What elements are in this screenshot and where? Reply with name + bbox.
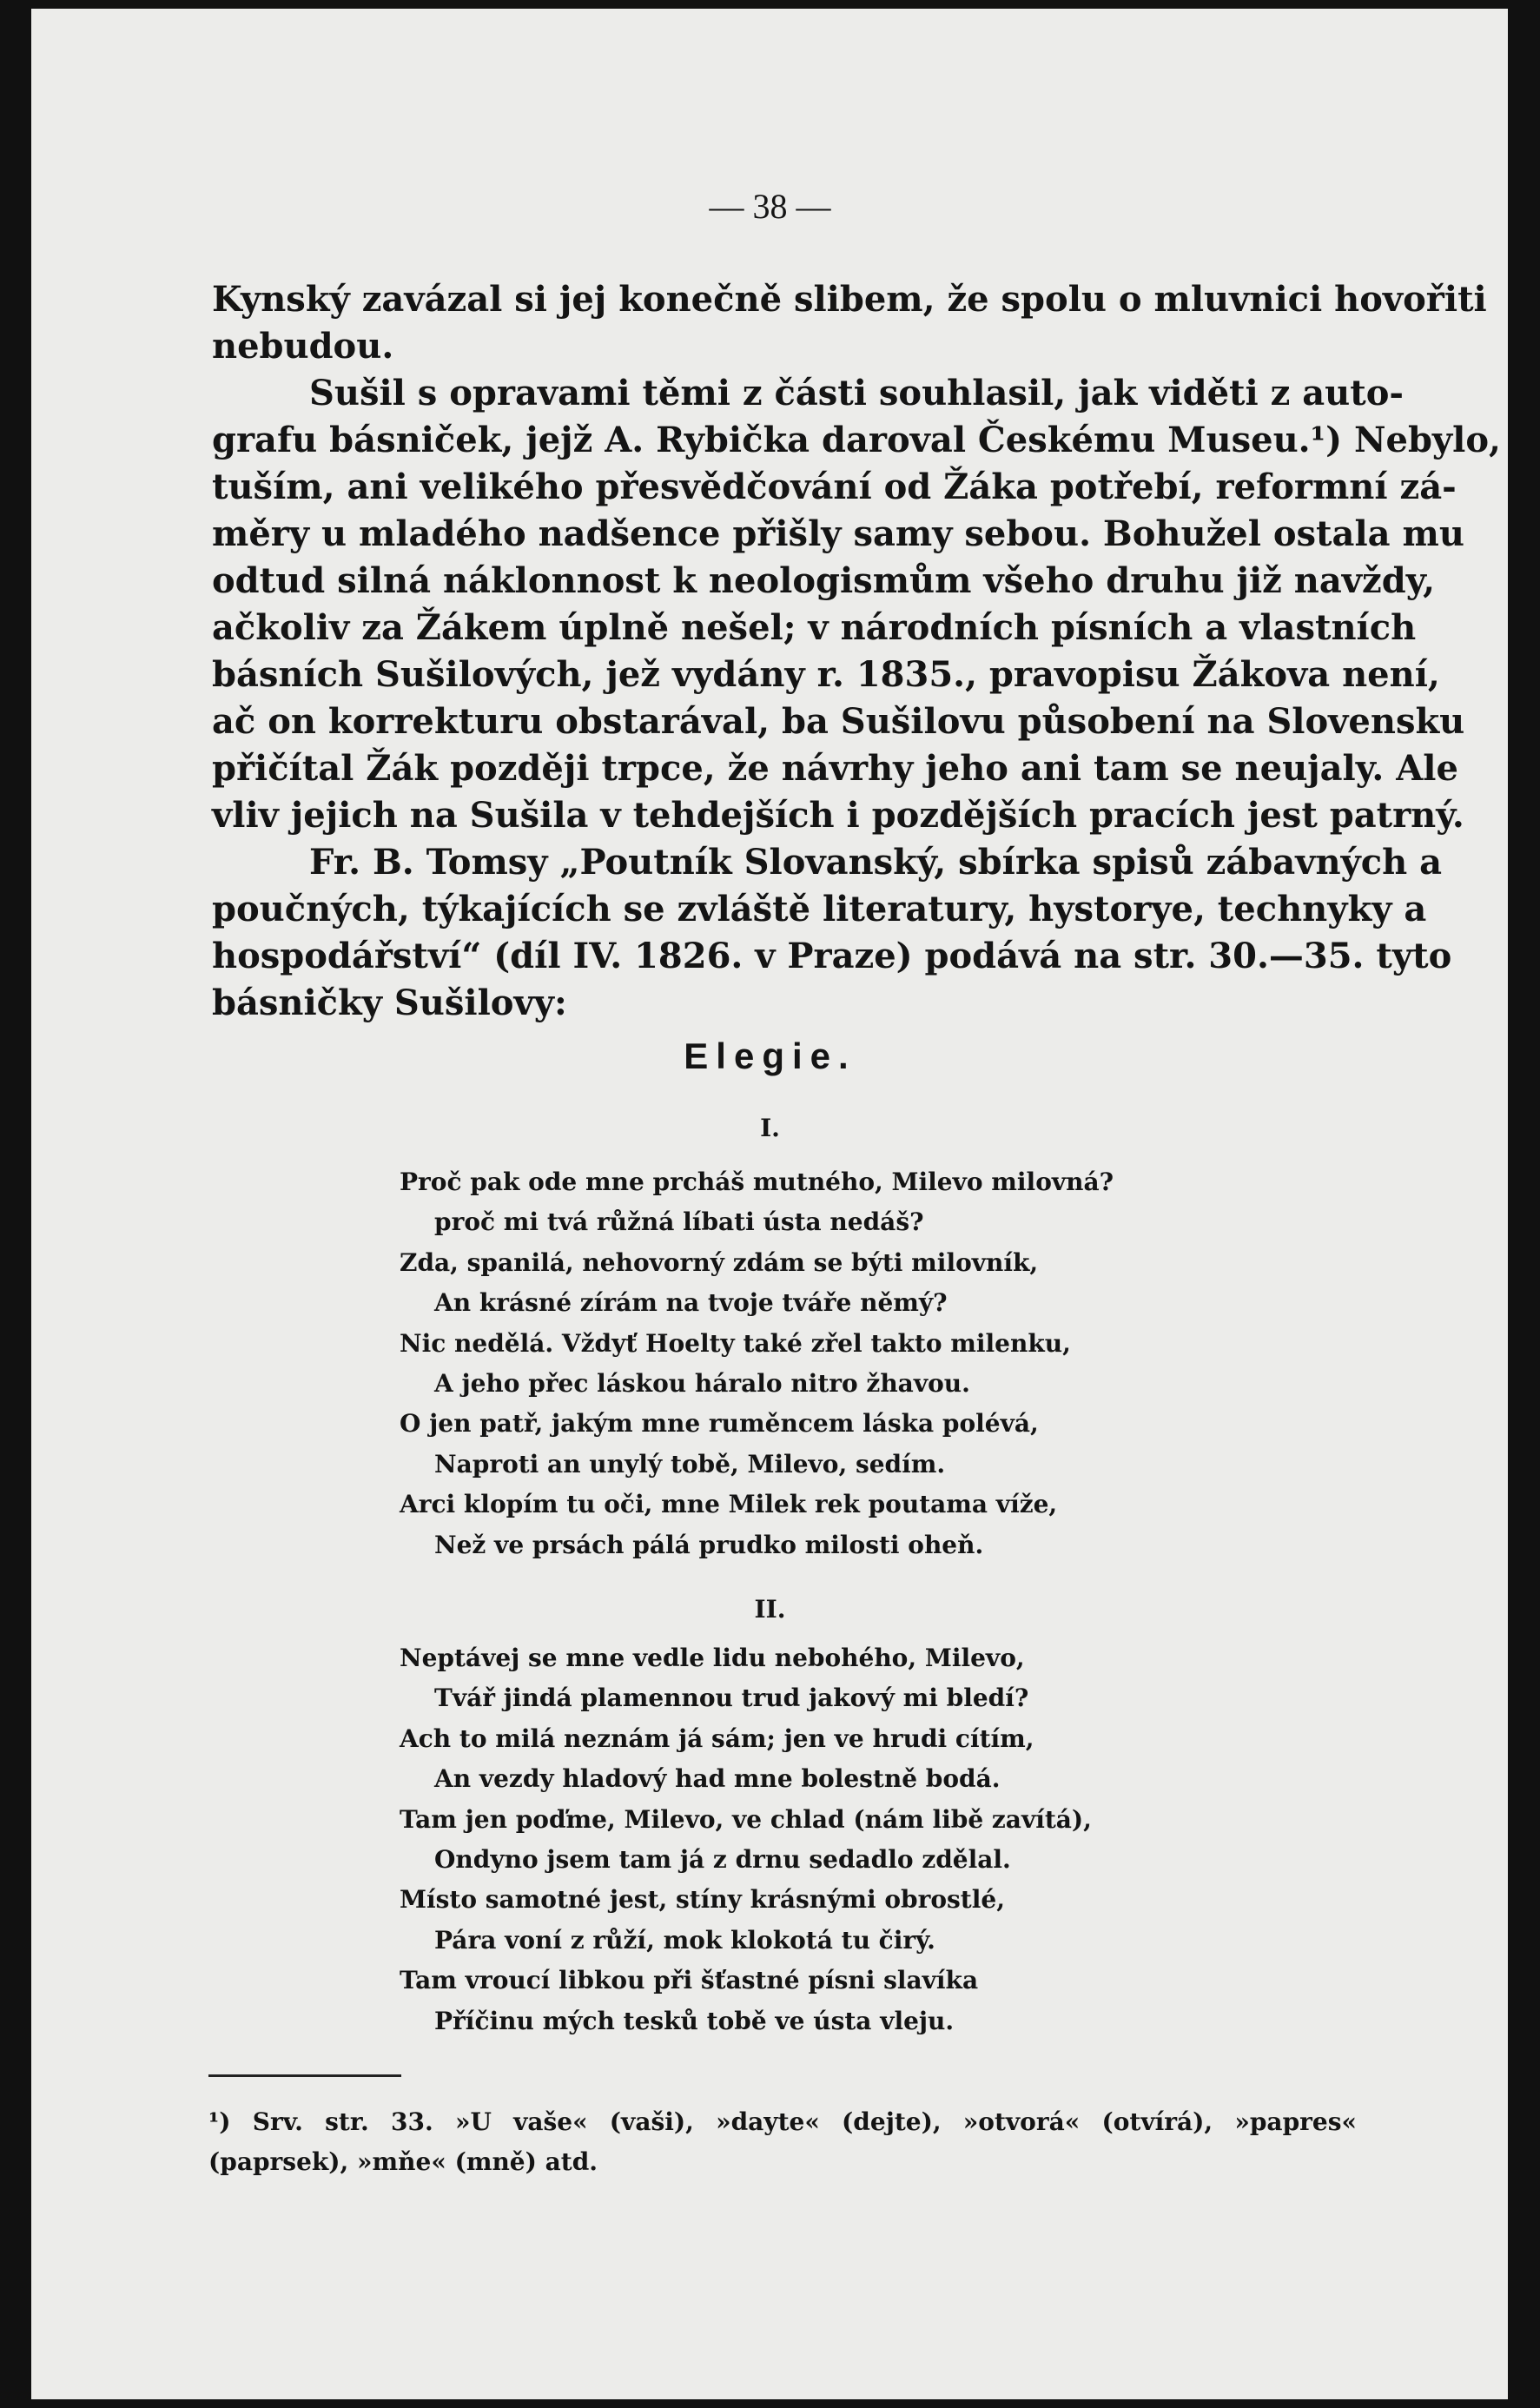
text-line: vliv jejich na Sušila v tehdejších i pozdějších pracích jest patrný. (212, 795, 1464, 836)
text-line: tuším, ani velikého přesvědčování od Žáka potřebí, reformní zá- (212, 466, 1457, 507)
verse-block (400, 1162, 1138, 1565)
text-line: měry u mladého nadšence přišly samy sebou. Bohužel ostala mu (212, 513, 1464, 554)
verse-line: A jeho přec láskou háralo nitro žhavou. (434, 1369, 970, 1399)
section-label: I. (760, 1114, 780, 1142)
verse-line: Arci klopím tu oči, mne Milek rek poutama víže, (400, 1490, 1058, 1519)
verse-line: Tvář jindá plamennou trud jakový mi bledí? (434, 1684, 1029, 1713)
verse-line: Místo samotné jest, stíny krásnými obrostlé, (400, 1885, 1005, 1915)
footnote-divider (208, 2074, 401, 2077)
verse-line: An vezdy hladový had mne bolestně bodá. (434, 1764, 1001, 1794)
text-line: grafu básniček, jejž A. Rybička daroval Českému Museu.¹) Nebylo, (212, 420, 1501, 460)
verse-line: Nic nedělá. Vždyť Hoelty také zřel takto milenku, (400, 1328, 1071, 1358)
text-line: přičítal Žák později trpce, že návrhy jeho ani tam se neujaly. Ale (212, 748, 1458, 789)
text-line: odtud silná náklonnost k neologismům všeho druhu již navždy, (212, 560, 1436, 601)
footnote-line: ¹) Srv. str. 33. »U vaše« (vaši), »dayte« (dejte), »otvorá« (otvírá), »papres« (208, 2107, 1357, 2136)
verse-line: Ach to milá neznám já sám; jen ve hrudi cítím, (400, 1723, 1034, 1753)
body-text (212, 276, 1501, 1027)
footnote (208, 2102, 1357, 2182)
verse-line: An krásné zírám na tvoje tváře němý? (434, 1288, 948, 1318)
verse-line: Naproti an unylý tobě, Milevo, sedím. (434, 1449, 946, 1479)
text-line: básničky Sušilovy: (212, 982, 567, 1023)
text-line: hospodářství“ (díl IV. 1826. v Praze) podává na str. 30.—35. tyto (212, 936, 1452, 976)
text-line: Fr. B. Tomsy „Poutník Slovanský, sbírka spisů zábavných a (309, 842, 1443, 883)
verse-line: Tam vroucí libkou při šťastné písni slavíka (400, 1966, 979, 1995)
text-line: ačkoliv za Žákem úplně nešel; v národních písních a vlastních (212, 607, 1417, 648)
verse-line: O jen patř, jakým mne ruměncem láska polévá, (400, 1409, 1039, 1439)
section-label: II. (754, 1595, 786, 1624)
text-line: Kynský zavázal si jej konečně slibem, že spolu o mluvnici hovořiti (212, 279, 1487, 320)
verse-line: proč mi tvá růžná líbati ústa nedáš? (434, 1207, 924, 1237)
text-line: Sušil s opravami těmi z části souhlasil, jak viděti z auto- (309, 373, 1405, 413)
text-line: poučných, týkajících se zvláště literatury, hystorye, technyky a (212, 889, 1427, 929)
verse-block (400, 1638, 1138, 2041)
text-line: ač on korrekturu obstarával, ba Sušilovu působení na Slovensku (212, 701, 1465, 742)
verse-line: Než ve prsách pálá prudko milosti oheň. (434, 1530, 984, 1559)
verse-line: Neptávej se mne vedle lidu nebohého, Milevo, (400, 1644, 1025, 1672)
poem-title: Elegie. (684, 1035, 856, 1076)
text-line: básních Sušilových, jež vydány r. 1835., pravopisu Žákova není, (212, 654, 1440, 695)
verse-line: Příčinu mých tesků tobě ve ústa vleju. (434, 2006, 955, 2035)
page-number: — 38 — (709, 187, 831, 226)
verse-line: Proč pak ode mne prcháš mutného, Milevo milovná? (400, 1168, 1114, 1196)
footnote-line: (paprsek), »mňe« (mně) atd. (208, 2147, 598, 2176)
verse-line: Zda, spanilá, nehovorný zdám se býti milovník, (400, 1247, 1039, 1277)
verse-line: Pára voní z růží, mok klokotá tu čirý. (434, 1925, 935, 1955)
verse-line: Ondyno jsem tam já z drnu sedadlo zdělal. (434, 1845, 1011, 1875)
text-line: nebudou. (212, 326, 394, 367)
verse-line: Tam jen poďme, Milevo, ve chlad (nám libě zavítá), (400, 1804, 1092, 1834)
